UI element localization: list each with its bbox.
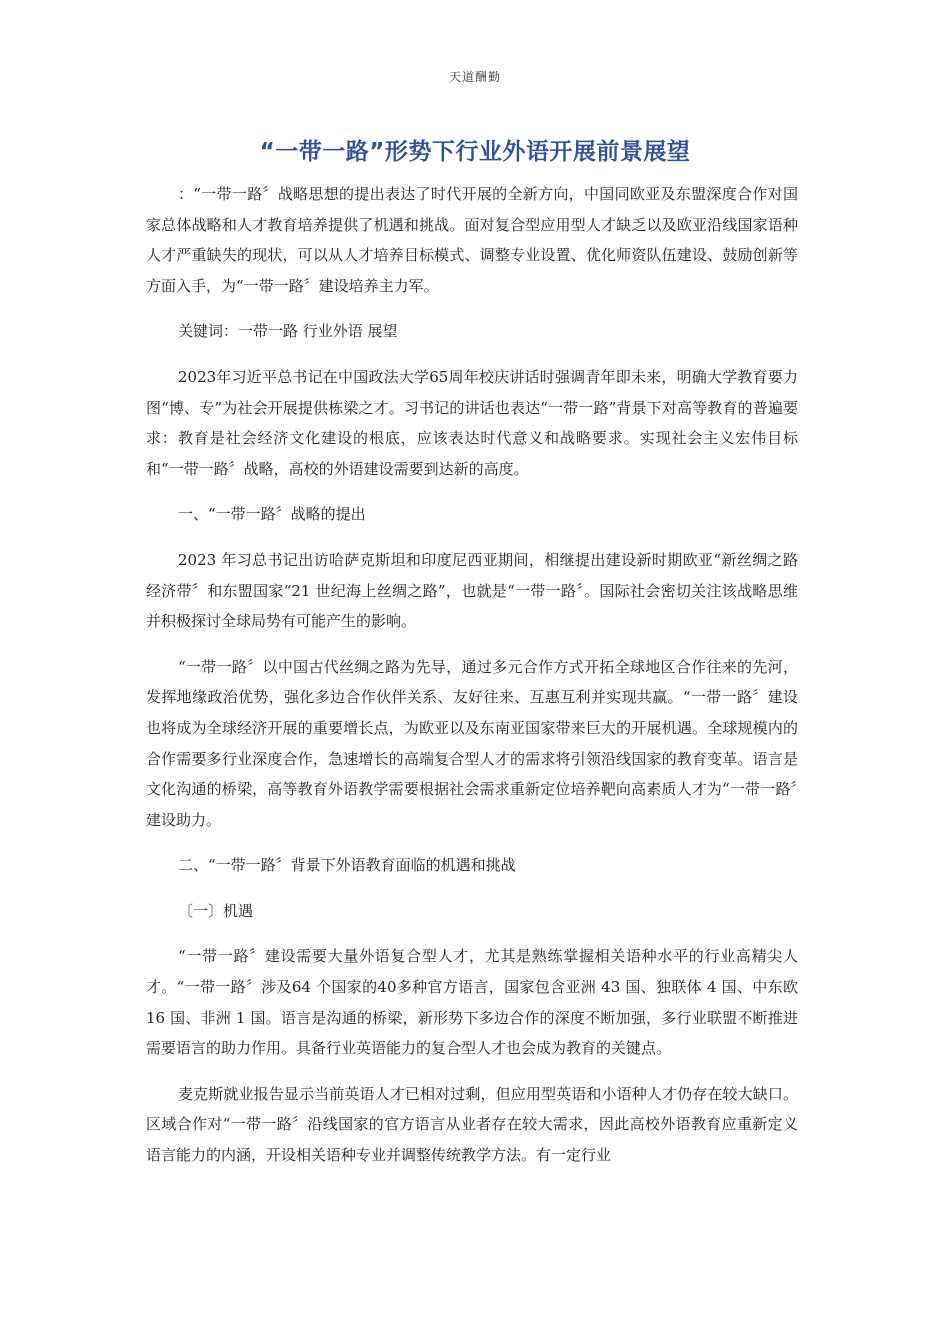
- body-paragraph: 2023 年习总书记出访哈萨克斯坦和印度尼西亚期间，相继提出建设新时期欧亚“新丝绸之路经济带〞和东盟国家“21 世纪海上丝绸之路”，也就是“一带一路〞。国际社会密切关注该战略思维并积极探讨全球局势有可能产生的影响。: [146, 550, 798, 631]
- body-paragraph: 2023年习近平总书记在中国政法大学65周年校庆讲话时强调青年即未来，明确大学教育要力图“博、专”为社会开展提供栋梁之才。习书记的讲话也表达“一带一路”背景下对高等教育的普遍要求：教育是社会经济文化建设的根底，应该表达时代意义和战略要求。实现社会主义宏伟目标和“一带一路〞战略，高校的外语建设需要到达新的高度。: [146, 367, 798, 478]
- body-paragraph: “一带一路〞以中国古代丝绸之路为先导，通过多元合作方式开拓全球地区合作往来的先河，发挥地缘政治优势，强化多边合作伙伴关系、友好往来、互惠互利并实现共赢。“一带一路〞建设也将成为全球经济开展的重要增长点，为欧亚以及东南亚国家带来巨大的开展机遇。全球规模内的合作需要多行业深度合作，急速增长的高端复合型人才的需求将引领沿线国家的教育变革。语言是文化沟通的桥梁，高等教育外语教学需要根据社会需求重新定位培养靶向高素质人才为“一带一路〞建设助力。: [146, 657, 798, 829]
- body-paragraph: 麦克斯就业报告显示当前英语人才已相对过剩，但应用型英语和小语种人才仍存在较大缺口。区域合作对“一带一路〞沿线国家的官方语言从业者存在较大需求，因此高校外语教育应重新定义语言能力的内涵，开设相关语种专业并调整传统教学方法。有一定行业: [146, 1084, 798, 1165]
- page-header: 天道酬勤: [448, 70, 501, 84]
- section-heading-1: 一、“一带一路〞战略的提出: [178, 505, 366, 524]
- body-paragraph: “一带一路〞建设需要大量外语复合型人才，尤其是熟练掌握相关语种水平的行业高精尖人才。“一带一路〞涉及64 个国家的40多种官方语言，国家包含亚洲 43 国、独联体 4 国、中东欧 16 国、非洲 1 国。语言是沟通的桥梁，新形势下多边合作的深度不断加强，多行业联盟不断推进需要语言的助力作用。具备行业英语能力的复合型人才也会成为教育的关键点。: [146, 947, 798, 1058]
- document-title: “一带一路”形势下行业外语开展前景展望: [259, 139, 691, 165]
- document-body: [146, 179, 798, 1186]
- keywords-line: 关键词：一带一路 行业外语 展望: [178, 322, 398, 341]
- section-heading-2: 二、“一带一路〞背景下外语教育面临的机遇和挑战: [178, 856, 516, 875]
- subsection-heading-1: 〔一〕机遇: [178, 901, 254, 920]
- abstract-paragraph: ：“一带一路〞战略思想的提出表达了时代开展的全新方向，中国同欧亚及东盟深度合作对国家总体战略和人才教育培养提供了机遇和挑战。面对复合型应用型人才缺乏以及欧亚沿线国家语种人才严重缺失的现状，可以从人才培养目标模式、调整专业设置、优化师资队伍建设、鼓励创新等方面入手，为“一带一路〞建设培养主力军。: [146, 185, 798, 295]
